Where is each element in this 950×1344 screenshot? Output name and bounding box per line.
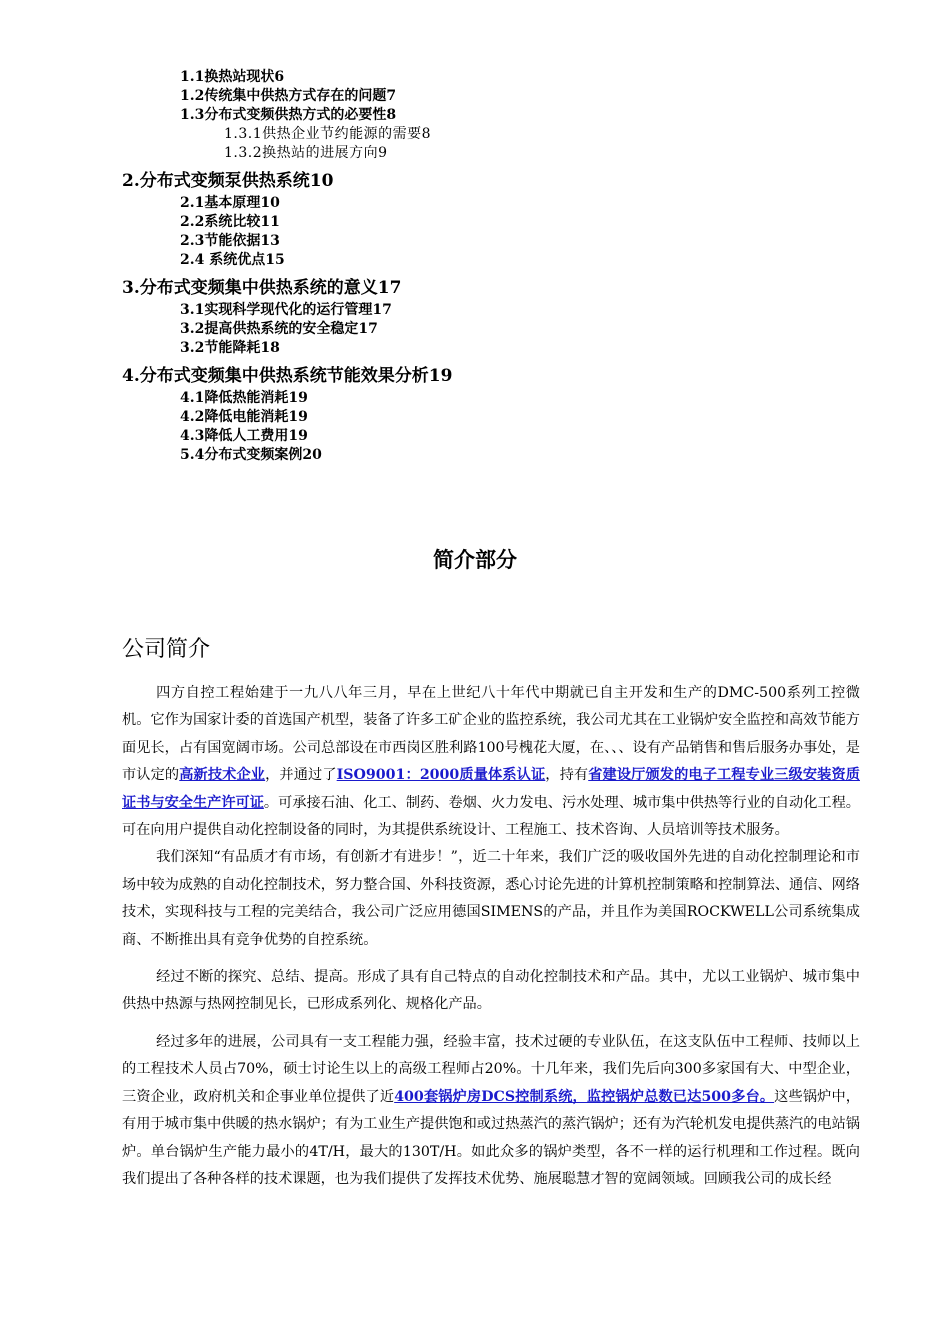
- iso-cert-link[interactable]: ISO9001：2000质量体系认证: [336, 767, 546, 784]
- toc-entry[interactable]: 4.1降低热能消耗19: [180, 390, 308, 406]
- toc-entry[interactable]: 2.分布式变频泵供热系统10: [122, 171, 334, 191]
- toc-entry[interactable]: 2.2系统比较11: [180, 214, 280, 230]
- toc-entry[interactable]: 4.分布式变频集中供热系统节能效果分析19: [122, 366, 453, 386]
- toc-entry[interactable]: 1.3.1供热企业节约能源的需要8: [224, 126, 432, 142]
- p4-text-a: 经过多年的进展，公司具有一支工程能力强，经验丰富，技术过硬的专业队伍，在这支队伍中工程师、技师以上的工程技术人员占70%，硕士讨论生以上的高级工程师占20%。十几年来，我们先后向300多家国有大、中型企业，三资企业，政府机关和企事业单位提供了近: [122, 1033, 860, 1105]
- toc-entry[interactable]: 5.4分布式变频案例20: [180, 447, 322, 463]
- toc-entry[interactable]: 3.分布式变频集中供热系统的意义17: [122, 278, 402, 298]
- toc-entry[interactable]: 1.3.2换热站的进展方向9: [224, 145, 388, 161]
- toc-entry[interactable]: 3.1实现科学现代化的运行管理17: [180, 302, 392, 318]
- toc-entry[interactable]: 3.2提高供热系统的安全稳定17: [180, 321, 378, 337]
- p1-text-c: ，持有: [545, 767, 589, 784]
- paragraph-2: 我们深知“有品质才有市场，有创新才有进步！”，近二十年来，我们广泛的吸收国外先进的自动化控制理论和市场中较为成熟的自动化控制技术，努力整合国、外科技资源，悉心讨论先进的计算机控制策略和控制算法、通信、网络技术，实现科技与工程的完美结合，我公司广泛应用德国SIMENS的产品，并且作为美国ROCKWELL公司系统集成商、不断推出具有竞争优势的自控系统。: [122, 849, 860, 948]
- toc-entry[interactable]: 2.3节能依据13: [180, 233, 280, 249]
- qualification-link[interactable]: 省建设厅颁发的电子工程专业三级安装资质证书与安全生产许可证: [122, 767, 860, 811]
- paragraph-3: 经过不断的探究、总结、提高。形成了具有自己特点的自动化控制技术和产品。其中，尤以工业锅炉、城市集中供热中热源与热网控制见长，已形成系列化、规格化产品。: [122, 969, 860, 1013]
- toc-entry[interactable]: 1.3分布式变频供热方式的必要性8: [180, 107, 397, 123]
- paragraph-1: [122, 680, 860, 844]
- toc-entry[interactable]: 1.1换热站现状6: [180, 69, 285, 85]
- p4-text-b: 这些锅炉中，有用于城市集中供暖的热水锅炉；有为工业生产提供饱和或过热蒸汽的蒸汽锅炉；还有为汽轮机发电提供蒸汽的电站锅炉。单台锅炉生产能力最小的4T/H，最大的130T/H。如此众多的锅炉类型，各不一样的运行机理和工作过程。既向我们提出了各种各样的技术课题，也为我们提供了发挥技术优势、施展聪慧才智的宽阔领域。回顾我公司的成长经: [122, 1088, 860, 1187]
- toc-entry[interactable]: 2.4 系统优点15: [180, 252, 285, 268]
- toc-entry[interactable]: 4.3降低人工费用19: [180, 428, 308, 444]
- toc-entry[interactable]: 3.2节能降耗18: [180, 340, 280, 356]
- paragraph-4: [122, 1029, 860, 1193]
- company-intro-heading: 公司简介: [122, 637, 211, 662]
- p1-text-d: 。可承接石油、化工、制药、卷烟、火力发电、污水处理、城市集中供热等行业的自动化工程。可在向用户提供自动化控制设备的同时，为其提供系统设计、工程施工、技术咨询、人员培训等技术服务。: [122, 794, 860, 839]
- toc-entry[interactable]: 4.2降低电能消耗19: [180, 409, 308, 425]
- p1-text-b: ，并通过了: [265, 767, 337, 784]
- p1-text-a: 四方自控工程始建于一九八八年三月，早在上世纪八十年代中期就已自主开发和生产的DMC-500系列工控微机。它作为国家计委的首选国产机型，装备了许多工矿企业的监控系统，我公司尤其在工业锅炉安全监控和高效节能方面见长，占有国宽阔市场。公司总部设在市西岗区胜利路100号槐花大厦，在、、、设有产品销售和售后服务办事处，是市认定的: [122, 685, 860, 784]
- toc-entry[interactable]: 2.1基本原理10: [180, 195, 280, 211]
- high-tech-link[interactable]: 高新技术企业: [179, 767, 266, 784]
- section-title: 简介部分: [433, 548, 517, 572]
- table-of-contents: [122, 68, 882, 465]
- boiler-dcs-link[interactable]: 400套锅炉房DCS控制系统，监控锅炉总数已达500多台。: [394, 1088, 775, 1105]
- toc-entry[interactable]: 1.2传统集中供热方式存在的问题7: [180, 88, 397, 104]
- body-text: [122, 680, 860, 1193]
